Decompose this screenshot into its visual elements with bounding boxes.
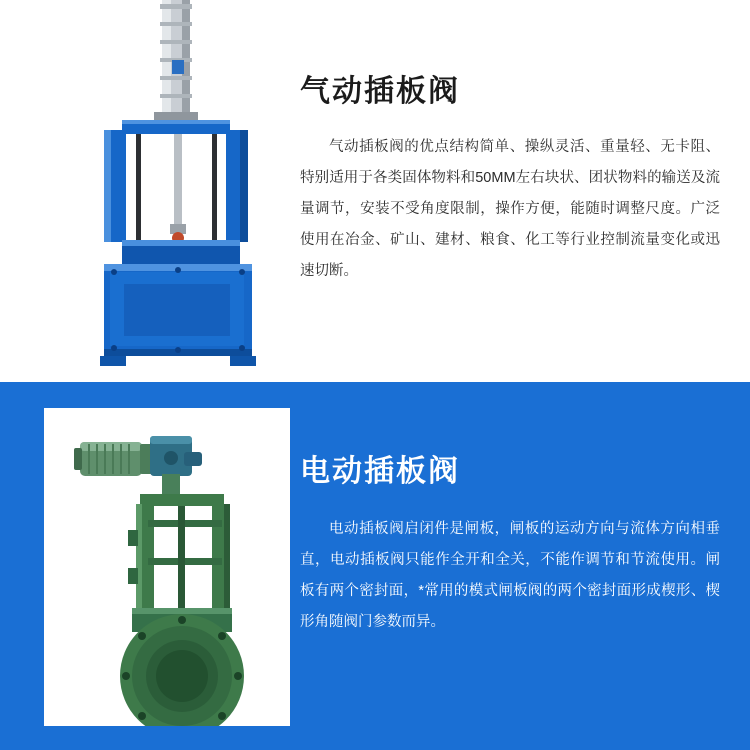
- pneumatic-title: 气动插板阀: [300, 75, 460, 108]
- pneumatic-body: 气动插板阀的优点结构简单、操纵灵活、重量轻、无卡阻、特别适用于各类固体物料和50MM左右块状、团状物料的输送及流量调节，安装不受角度限制，操作方便，能随时调整尺度。广泛使用在冶金、矿山、建材、粮食、化工等行业控制流量变化或迅速切断。: [300, 139, 720, 279]
- electric-knife-gate-valve-photo: [44, 408, 290, 726]
- electric-text-block: [300, 454, 720, 638]
- electric-title: 电动插板阀: [300, 455, 460, 488]
- pneumatic-knife-gate-valve-photo: [34, 0, 284, 382]
- electric-body: 电动插板阀启闭件是闸板，闸板的运动方向与流体方向相垂直，电动插板阀只能作全开和全关，不能作调节和节流使用。闸板有两个密封面，*常用的模式闸板阀的两个密封面形成楔形、楔形角随阀门参数而异。: [300, 521, 720, 630]
- pneumatic-text-block: [300, 74, 720, 287]
- section-electric: [0, 382, 750, 750]
